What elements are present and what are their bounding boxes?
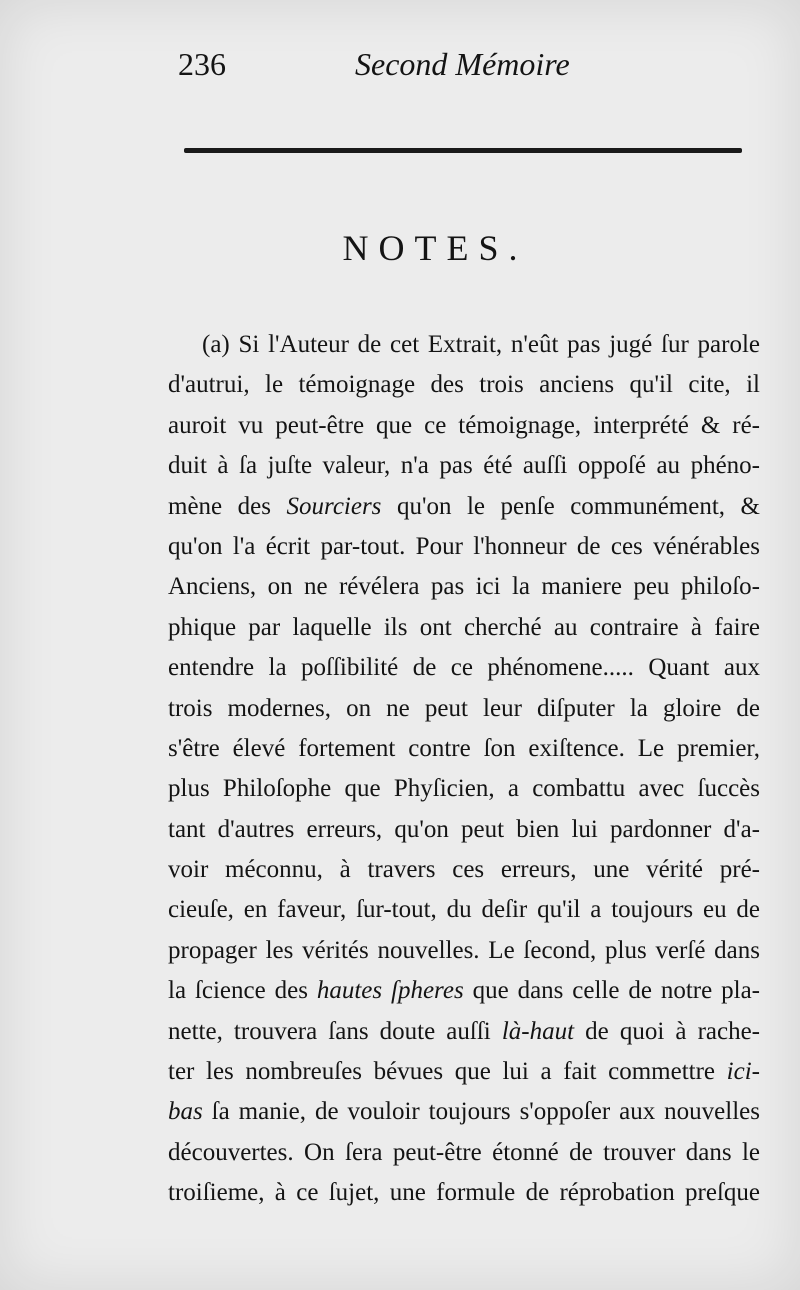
italic-text: là-haut [501, 1017, 575, 1045]
header-rule [184, 148, 742, 153]
text-segment: phique par laquelle ils ont cherché au contraire à faire [168, 613, 760, 641]
text-line [168, 446, 760, 486]
page-number: 236 [178, 46, 226, 82]
text-line [168, 608, 760, 648]
italic-text: bas [168, 1098, 203, 1126]
text-segment: de quoi à rache- [574, 1017, 760, 1045]
text-segment: duit à ſa juſte valeur, n'a pas été auſſi oppoſé au phéno- [168, 452, 760, 480]
text-line [168, 325, 760, 365]
text-segment: mène des [168, 492, 287, 520]
page-header [0, 44, 800, 94]
text-line [168, 1092, 760, 1132]
notes-heading: NOTES. [342, 228, 528, 268]
text-line [168, 1133, 760, 1173]
text-line [168, 1052, 760, 1092]
text-line [168, 365, 760, 405]
text-segment: tant d'autres erreurs, qu'on peut bien lui pardonner d'a- [168, 815, 760, 843]
italic-text: hautes ſpheres [316, 977, 464, 1005]
text-line [168, 769, 760, 809]
italic-text: ici- [726, 1058, 760, 1086]
text-segment: qu'on l'a écrit par-tout. Pour l'honneur de ces vénérables [168, 532, 760, 560]
text-line [168, 487, 760, 527]
text-line [168, 890, 760, 930]
italic-text: Sourciers [286, 492, 382, 520]
text-segment: propager les vérités nouvelles. Le ſecond, plus verſé dans [168, 936, 760, 964]
text-segment: voir méconnu, à travers ces erreurs, une vérité pré- [168, 856, 760, 884]
text-line [168, 850, 760, 890]
text-line [168, 931, 760, 971]
text-segment: qu'on le penſe communément, & [381, 492, 760, 520]
text-segment: ter les nombreuſes bévues que lui a fait commettre [168, 1058, 727, 1086]
text-segment: (a) Si l'Auteur de cet Extrait, n'eût pas jugé ſur parole [202, 331, 760, 358]
text-line [168, 810, 760, 850]
text-segment: d'autrui, le témoignage des trois anciens qu'il cite, il [168, 371, 760, 399]
text-segment: Anciens, on ne révélera pas ici la maniere peu philoſo- [168, 573, 760, 601]
text-line [168, 689, 760, 729]
text-line [168, 971, 760, 1011]
text-line [168, 729, 760, 769]
running-title: Second Mémoire [355, 46, 570, 82]
text-line [168, 648, 760, 688]
text-segment: plus Philoſophe que Phyſicien, a combattu avec ſuccès [168, 775, 760, 803]
text-segment: que dans celle de notre pla- [463, 977, 760, 1005]
text-segment: la ſcience des [168, 977, 317, 1005]
text-line [168, 567, 760, 607]
text-segment: nette, trouvera ſans doute auſſi [168, 1017, 502, 1045]
text-segment: découvertes. On ſera peut-être étonné de trouver dans le [168, 1138, 760, 1166]
text-line [168, 527, 760, 567]
text-segment: s'être élevé fortement contre ſon exiſtence. Le premier, [168, 734, 760, 762]
text-segment: trois modernes, on ne peut leur diſputer la gloire de [168, 694, 760, 722]
text-line [168, 406, 760, 446]
text-line [168, 1012, 760, 1052]
text-segment: cieuſe, en faveur, ſur-tout, du deſir qu'il a toujours eu de [168, 896, 760, 924]
text-segment: troiſieme, à ce ſujet, une formule de réprobation preſque [168, 1179, 760, 1207]
note-paragraph [168, 325, 760, 1214]
text-segment: entendre la poſſibilité de ce phénomene..... Quant aux [168, 654, 760, 682]
text-line [168, 1173, 760, 1213]
text-segment: auroit vu peut-être que ce témoignage, interprété & ré- [168, 411, 760, 439]
text-segment: ſa manie, de vouloir toujours s'oppoſer aux nouvelles [202, 1098, 760, 1126]
